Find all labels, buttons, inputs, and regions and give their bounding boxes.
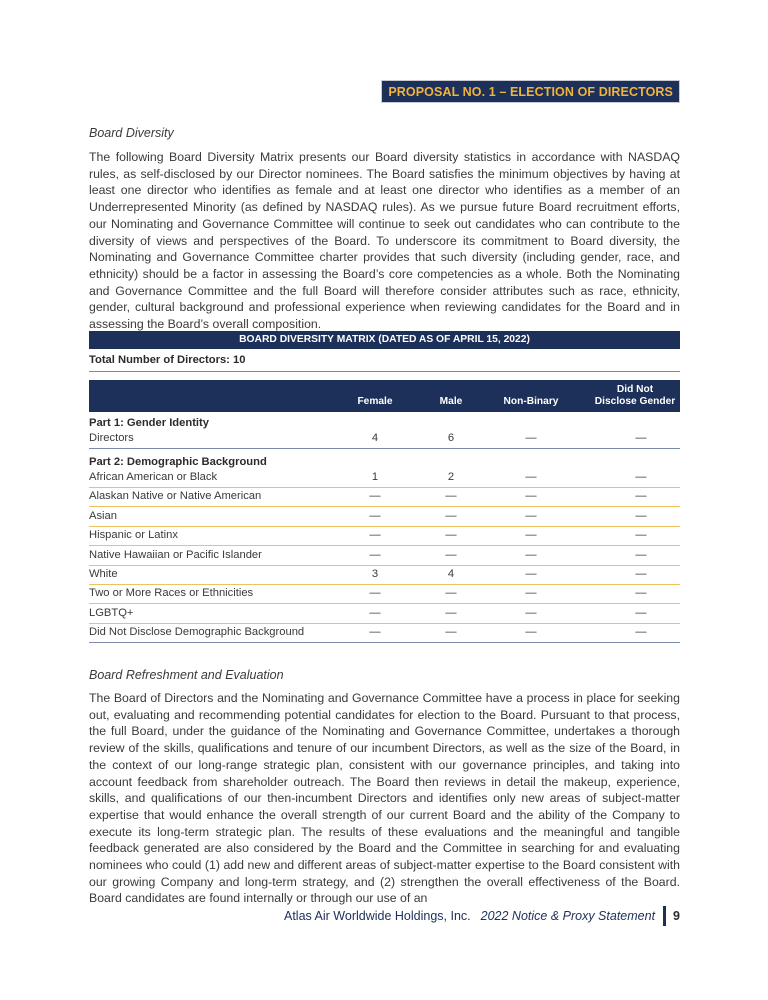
cell-non-binary: — bbox=[525, 548, 537, 561]
row-label: Did Not Disclose Demographic Background bbox=[89, 626, 305, 639]
cell-male: — bbox=[445, 529, 457, 542]
table-row bbox=[89, 429, 680, 449]
cell-female: — bbox=[369, 548, 381, 561]
cell-non-binary: — bbox=[525, 626, 537, 639]
cell-did-not-disclose: — bbox=[635, 471, 647, 483]
cell-did-not-disclose: — bbox=[635, 606, 647, 619]
board-diversity-paragraph: The following Board Diversity Matrix presents our Board diversity statistics in accordance with NASDAQ rules, as self-disclosed by our Director nominees. The Board satisfies the minimum objectives by having at least one director who identifies as female and at least one director who identifies as a member of an Underrepresented Minority (as defined by NASDAQ rules). As we pursue future Board recruitment efforts, our Nominating and Governance Committee will continue to seek out candidates who can contribute to the diversity of views and perspectives of the Board. To underscore its commitment to Board diversity, the Nominating and Governance Committee charter provides that such diversity (including gender, race, and ethnicity) should be a factor in assessing the Board’s core competencies as a whole. Both the Nominating and Governance Committee and the full Board will therefore consider attributes such as race, ethnicity, gender, cultural background and professional experience when reviewing candidates for the Board and in assessing the Board’s overall composition. bbox=[89, 150, 680, 332]
part2-title: Part 2: Demographic Background bbox=[89, 456, 267, 468]
cell-female: 3 bbox=[371, 568, 379, 580]
cell-did-not-disclose: — bbox=[635, 587, 647, 600]
cell-non-binary: — bbox=[525, 490, 537, 503]
total-directors: Total Number of Directors: 10 bbox=[89, 354, 680, 372]
cell-female: — bbox=[369, 529, 381, 542]
cell-non-binary: — bbox=[525, 471, 537, 483]
cell-did-not-disclose: — bbox=[635, 529, 647, 542]
row-label: LGBTQ+ bbox=[89, 606, 134, 619]
cell-female: — bbox=[369, 626, 381, 639]
footer-document: 2022 Notice & Proxy Statement bbox=[480, 909, 656, 923]
cell-male: 4 bbox=[447, 568, 455, 580]
cell-non-binary: — bbox=[525, 509, 537, 522]
cell-male: — bbox=[445, 509, 457, 522]
row-label: Hispanic or Latinx bbox=[89, 529, 178, 542]
footer-divider bbox=[663, 906, 666, 926]
row-label: Asian bbox=[89, 509, 117, 522]
cell-non-binary: — bbox=[525, 606, 537, 619]
page-footer bbox=[284, 906, 680, 926]
table-row bbox=[89, 526, 680, 546]
cell-male: 6 bbox=[447, 432, 455, 444]
cell-male: — bbox=[445, 606, 457, 619]
cell-female: 1 bbox=[371, 471, 379, 483]
header-did-not-disclose bbox=[589, 384, 681, 408]
table-row bbox=[89, 468, 680, 488]
table-row bbox=[89, 565, 680, 585]
cell-female: — bbox=[369, 509, 381, 522]
row-label: Alaskan Native or Native American bbox=[89, 490, 262, 503]
matrix-header bbox=[89, 380, 680, 412]
board-diversity-heading: Board Diversity bbox=[89, 126, 174, 140]
cell-non-binary: — bbox=[525, 568, 537, 580]
footer-company: Atlas Air Worldwide Holdings, Inc. bbox=[283, 909, 471, 923]
row-label: Two or More Races or Ethnicities bbox=[89, 587, 254, 600]
cell-male: — bbox=[445, 548, 457, 561]
cell-did-not-disclose: — bbox=[635, 568, 647, 580]
table-row bbox=[89, 604, 680, 624]
header-did-not: Did Not bbox=[616, 384, 654, 395]
cell-female: — bbox=[369, 587, 381, 600]
matrix-title: BOARD DIVERSITY MATRIX (DATED AS OF APRIL 15, 2022) bbox=[89, 331, 680, 349]
board-refreshment-paragraph: The Board of Directors and the Nominating and Governance Committee have a process in place for seeking out, evaluating and recommending potential candidates for election to the Board. Pursuant to that process, the full Board, under the guidance of the Nominating and Governance Committee, undertakes a thorough review of the skills, qualifications and tenure of our incumbent Directors, as well as the size of the Board, in the context of our long-range strategic plan, consistent with our governance principles, and taking into account feedback from shareholder outreach. The Board then reviews in detail the makeup, experience, skills, and qualifications of our then-incumbent Directors and identifies only new areas of subject-matter expertise that would enhance the overall strength of our current Board and the ability of the Company to execute its long-term strategic plan. The results of these evaluations and the meaningful and tangible feedback generated are also considered by the Board and the Committee in searching for and evaluating nominees who could (1) add new and different areas of subject-matter expertise to the Board consistent with our growing Company and long-term strategy, and (2) strengthen the overall effectiveness of the Board. Board candidates are found internally or through our use of an bbox=[89, 691, 680, 906]
row-label: Directors bbox=[89, 432, 134, 444]
cell-did-not-disclose: — bbox=[635, 509, 647, 522]
header-disclose-gender: Disclose Gender bbox=[594, 396, 676, 407]
page-number: 9 bbox=[673, 909, 680, 923]
cell-male: 2 bbox=[447, 471, 455, 483]
table-row bbox=[89, 487, 680, 507]
cell-non-binary: — bbox=[525, 529, 537, 542]
board-refreshment-heading: Board Refreshment and Evaluation bbox=[89, 668, 284, 682]
section-banner bbox=[381, 80, 680, 103]
cell-did-not-disclose: — bbox=[635, 626, 647, 639]
row-label: African American or Black bbox=[89, 471, 218, 483]
cell-did-not-disclose: — bbox=[635, 548, 647, 561]
header-non-binary: Non-Binary bbox=[503, 396, 559, 407]
table-row bbox=[89, 546, 680, 566]
row-label: Native Hawaiian or Pacific Islander bbox=[89, 548, 262, 561]
cell-male: — bbox=[445, 626, 457, 639]
cell-non-binary: — bbox=[525, 587, 537, 600]
cell-male: — bbox=[445, 587, 457, 600]
cell-did-not-disclose: — bbox=[635, 432, 647, 444]
cell-male: — bbox=[445, 490, 457, 503]
table-row bbox=[89, 507, 680, 527]
header-male: Male bbox=[439, 396, 463, 407]
cell-female: — bbox=[369, 490, 381, 503]
cell-non-binary: — bbox=[525, 432, 537, 444]
row-label: White bbox=[89, 568, 118, 580]
table-row bbox=[89, 623, 680, 643]
cell-female: — bbox=[369, 606, 381, 619]
cell-female: 4 bbox=[371, 432, 379, 444]
banner-title: PROPOSAL NO. 1 – ELECTION OF DIRECTORS bbox=[381, 80, 680, 103]
header-female: Female bbox=[357, 396, 393, 407]
part1-title: Part 1: Gender Identity bbox=[89, 417, 209, 429]
table-row bbox=[89, 584, 680, 604]
cell-did-not-disclose: — bbox=[635, 490, 647, 503]
